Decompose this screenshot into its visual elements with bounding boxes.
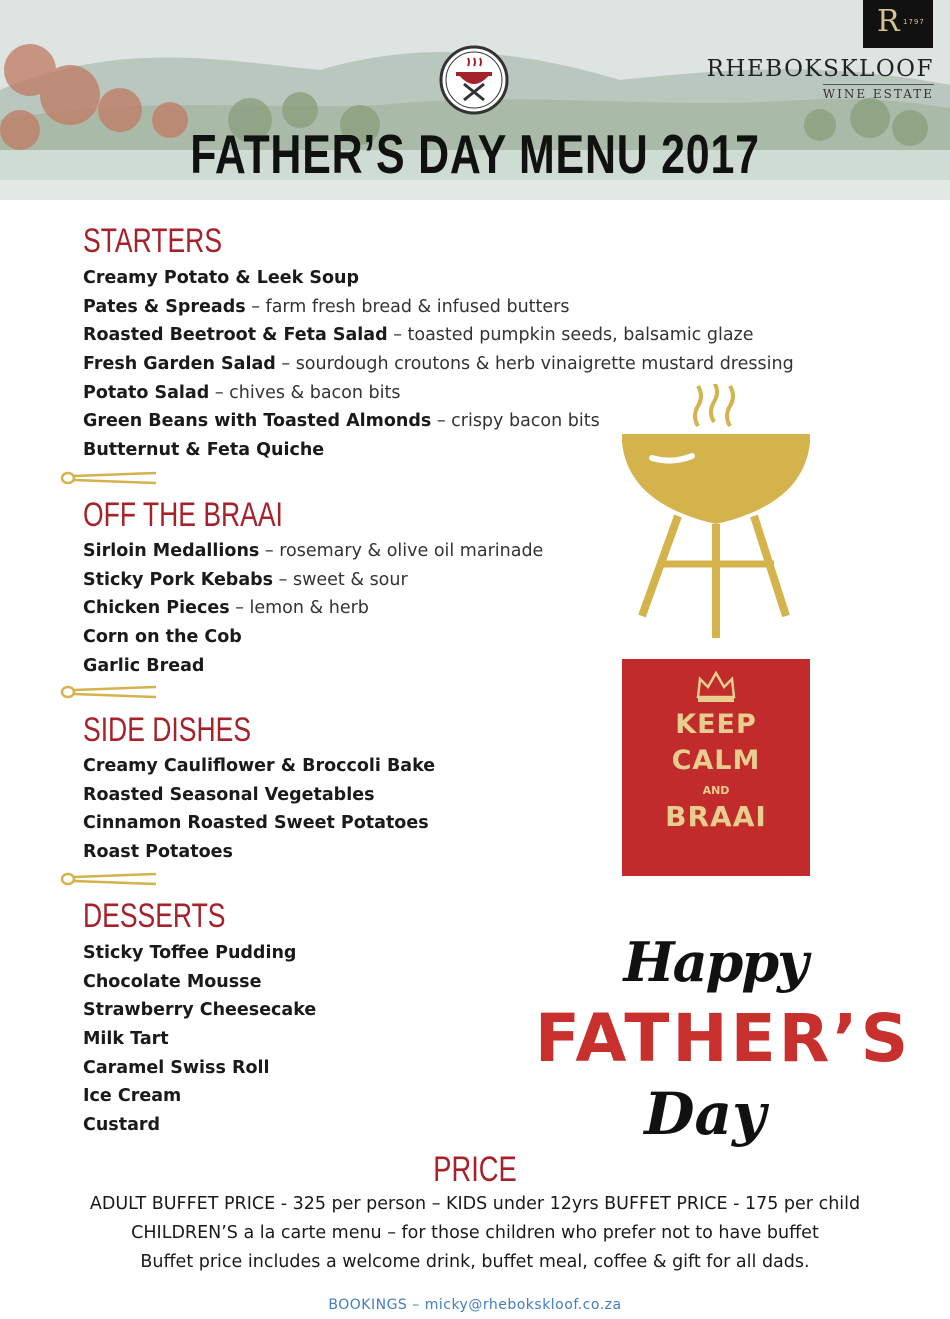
menu-item	[83, 623, 543, 652]
menu-item	[83, 566, 543, 595]
section-title-sides: SIDE DISHES	[83, 711, 252, 749]
menu-item	[83, 350, 794, 379]
braai-emblem-icon	[438, 44, 510, 120]
dish-name: Roasted Beetroot & Feta Salad	[83, 325, 388, 346]
poster-line-braai: BRAAI	[665, 800, 767, 833]
menu-item	[83, 1054, 316, 1083]
menu-item	[83, 809, 435, 838]
dish-name: Strawberry Cheesecake	[83, 1000, 317, 1021]
menu-item	[83, 594, 543, 623]
poster-line-calm: CALM	[671, 745, 761, 776]
greeting-fathers: FATHER’S	[534, 1000, 912, 1077]
logo-letter: R	[877, 4, 900, 39]
menu-item	[83, 293, 794, 322]
dish-name: Sirloin Medallions	[83, 541, 260, 561]
menu-item	[83, 752, 435, 781]
menu-item	[83, 1082, 316, 1111]
sides-list	[83, 752, 435, 867]
dish-name: Cinnamon Roasted Sweet Potatoes	[83, 813, 429, 834]
dish-name: Ice Cream	[83, 1086, 182, 1107]
booking-link[interactable]: BOOKINGS – micky@rhebokskloof.co.za	[328, 1297, 622, 1313]
dish-name: Potato Salad	[83, 382, 210, 403]
dish-name: Roast Potatoes	[83, 842, 233, 863]
tongs-icon	[60, 471, 160, 485]
menu-item	[83, 838, 435, 867]
dish-name: Custard	[83, 1115, 161, 1136]
dish-name: Butternut & Feta Quiche	[83, 440, 325, 461]
rhebokskloof-logo	[863, 0, 933, 48]
dish-description: – toasted pumpkin seeds, balsamic glaze	[387, 325, 754, 346]
dish-name: Sticky Pork Kebabs	[83, 569, 274, 590]
price-line-children: CHILDREN’S a la carte menu – for those children who prefer not to have buffet	[131, 1223, 819, 1243]
crown-icon	[694, 669, 738, 705]
brand-subtitle: WINE ESTATE	[823, 84, 934, 101]
dish-description: – chives & bacon bits	[209, 382, 401, 403]
menu-item	[83, 321, 794, 350]
dish-description: – sourdough croutons & herb vinaigrette mustard dressing	[275, 354, 794, 375]
menu-item	[83, 537, 543, 566]
desserts-list	[83, 939, 316, 1140]
dish-description: – lemon & herb	[229, 598, 369, 619]
dish-name: Green Beans with Toasted Almonds	[83, 411, 432, 432]
happy-fathers-day-graphic	[534, 930, 930, 1160]
brand-name: RHEBOKSKLOOF	[706, 56, 934, 82]
menu-item	[83, 781, 435, 810]
logo-year: 1797	[903, 18, 925, 26]
dish-name: Creamy Potato & Leek Soup	[83, 268, 359, 288]
header-banner	[0, 0, 950, 200]
menu-item	[83, 1025, 316, 1054]
menu-item	[83, 652, 543, 681]
dish-description: – rosemary & olive oil marinade	[259, 541, 544, 561]
dish-name: Milk Tart	[83, 1029, 169, 1050]
grill-icon	[618, 384, 814, 640]
dish-name: Pates & Spreads	[83, 296, 246, 317]
price-line-buffet: ADULT BUFFET PRICE - 325 per person – KIDS under 12yrs BUFFET PRICE - 175 per child	[89, 1194, 861, 1214]
dish-name: Garlic Bread	[83, 655, 205, 676]
greeting-happy: Happy	[623, 930, 807, 994]
dish-name: Caramel Swiss Roll	[83, 1057, 270, 1078]
dish-name: Corn on the Cob	[83, 627, 242, 648]
dish-description: – farm fresh bread & infused butters	[245, 296, 570, 317]
dish-name: Chicken Pieces	[83, 598, 230, 619]
dish-name: Sticky Toffee Pudding	[83, 943, 297, 963]
tongs-icon	[60, 872, 160, 886]
keep-calm-poster	[622, 659, 810, 876]
braai-list	[83, 537, 543, 680]
dish-name: Chocolate Mousse	[83, 971, 262, 992]
section-title-braai: OFF THE BRAAI	[83, 496, 283, 534]
dish-name: Fresh Garden Salad	[83, 354, 276, 375]
dish-description: – crispy bacon bits	[431, 411, 600, 432]
dish-description: – sweet & sour	[273, 569, 408, 590]
brand-block	[707, 56, 934, 102]
greeting-day: Day	[644, 1080, 766, 1148]
page-title: FATHER’S DAY MENU 2017	[190, 123, 760, 185]
menu-item	[83, 939, 316, 968]
menu-item	[83, 264, 794, 293]
section-title-starters: STARTERS	[83, 222, 223, 260]
dish-name: Roasted Seasonal Vegetables	[83, 784, 375, 805]
section-title-desserts: DESSERTS	[83, 897, 226, 935]
price-title: PRICE	[433, 1150, 517, 1189]
price-line-includes: Buffet price includes a welcome drink, buffet meal, coffee & gift for all dads.	[140, 1252, 810, 1272]
menu-item	[83, 968, 316, 997]
menu-item	[83, 996, 316, 1025]
poster-line-and: AND	[702, 784, 730, 797]
poster-line-keep: KEEP	[675, 709, 757, 740]
menu-item	[83, 1111, 316, 1140]
dish-name: Creamy Cauliflower & Broccoli Bake	[83, 756, 436, 776]
tongs-icon	[60, 685, 160, 699]
